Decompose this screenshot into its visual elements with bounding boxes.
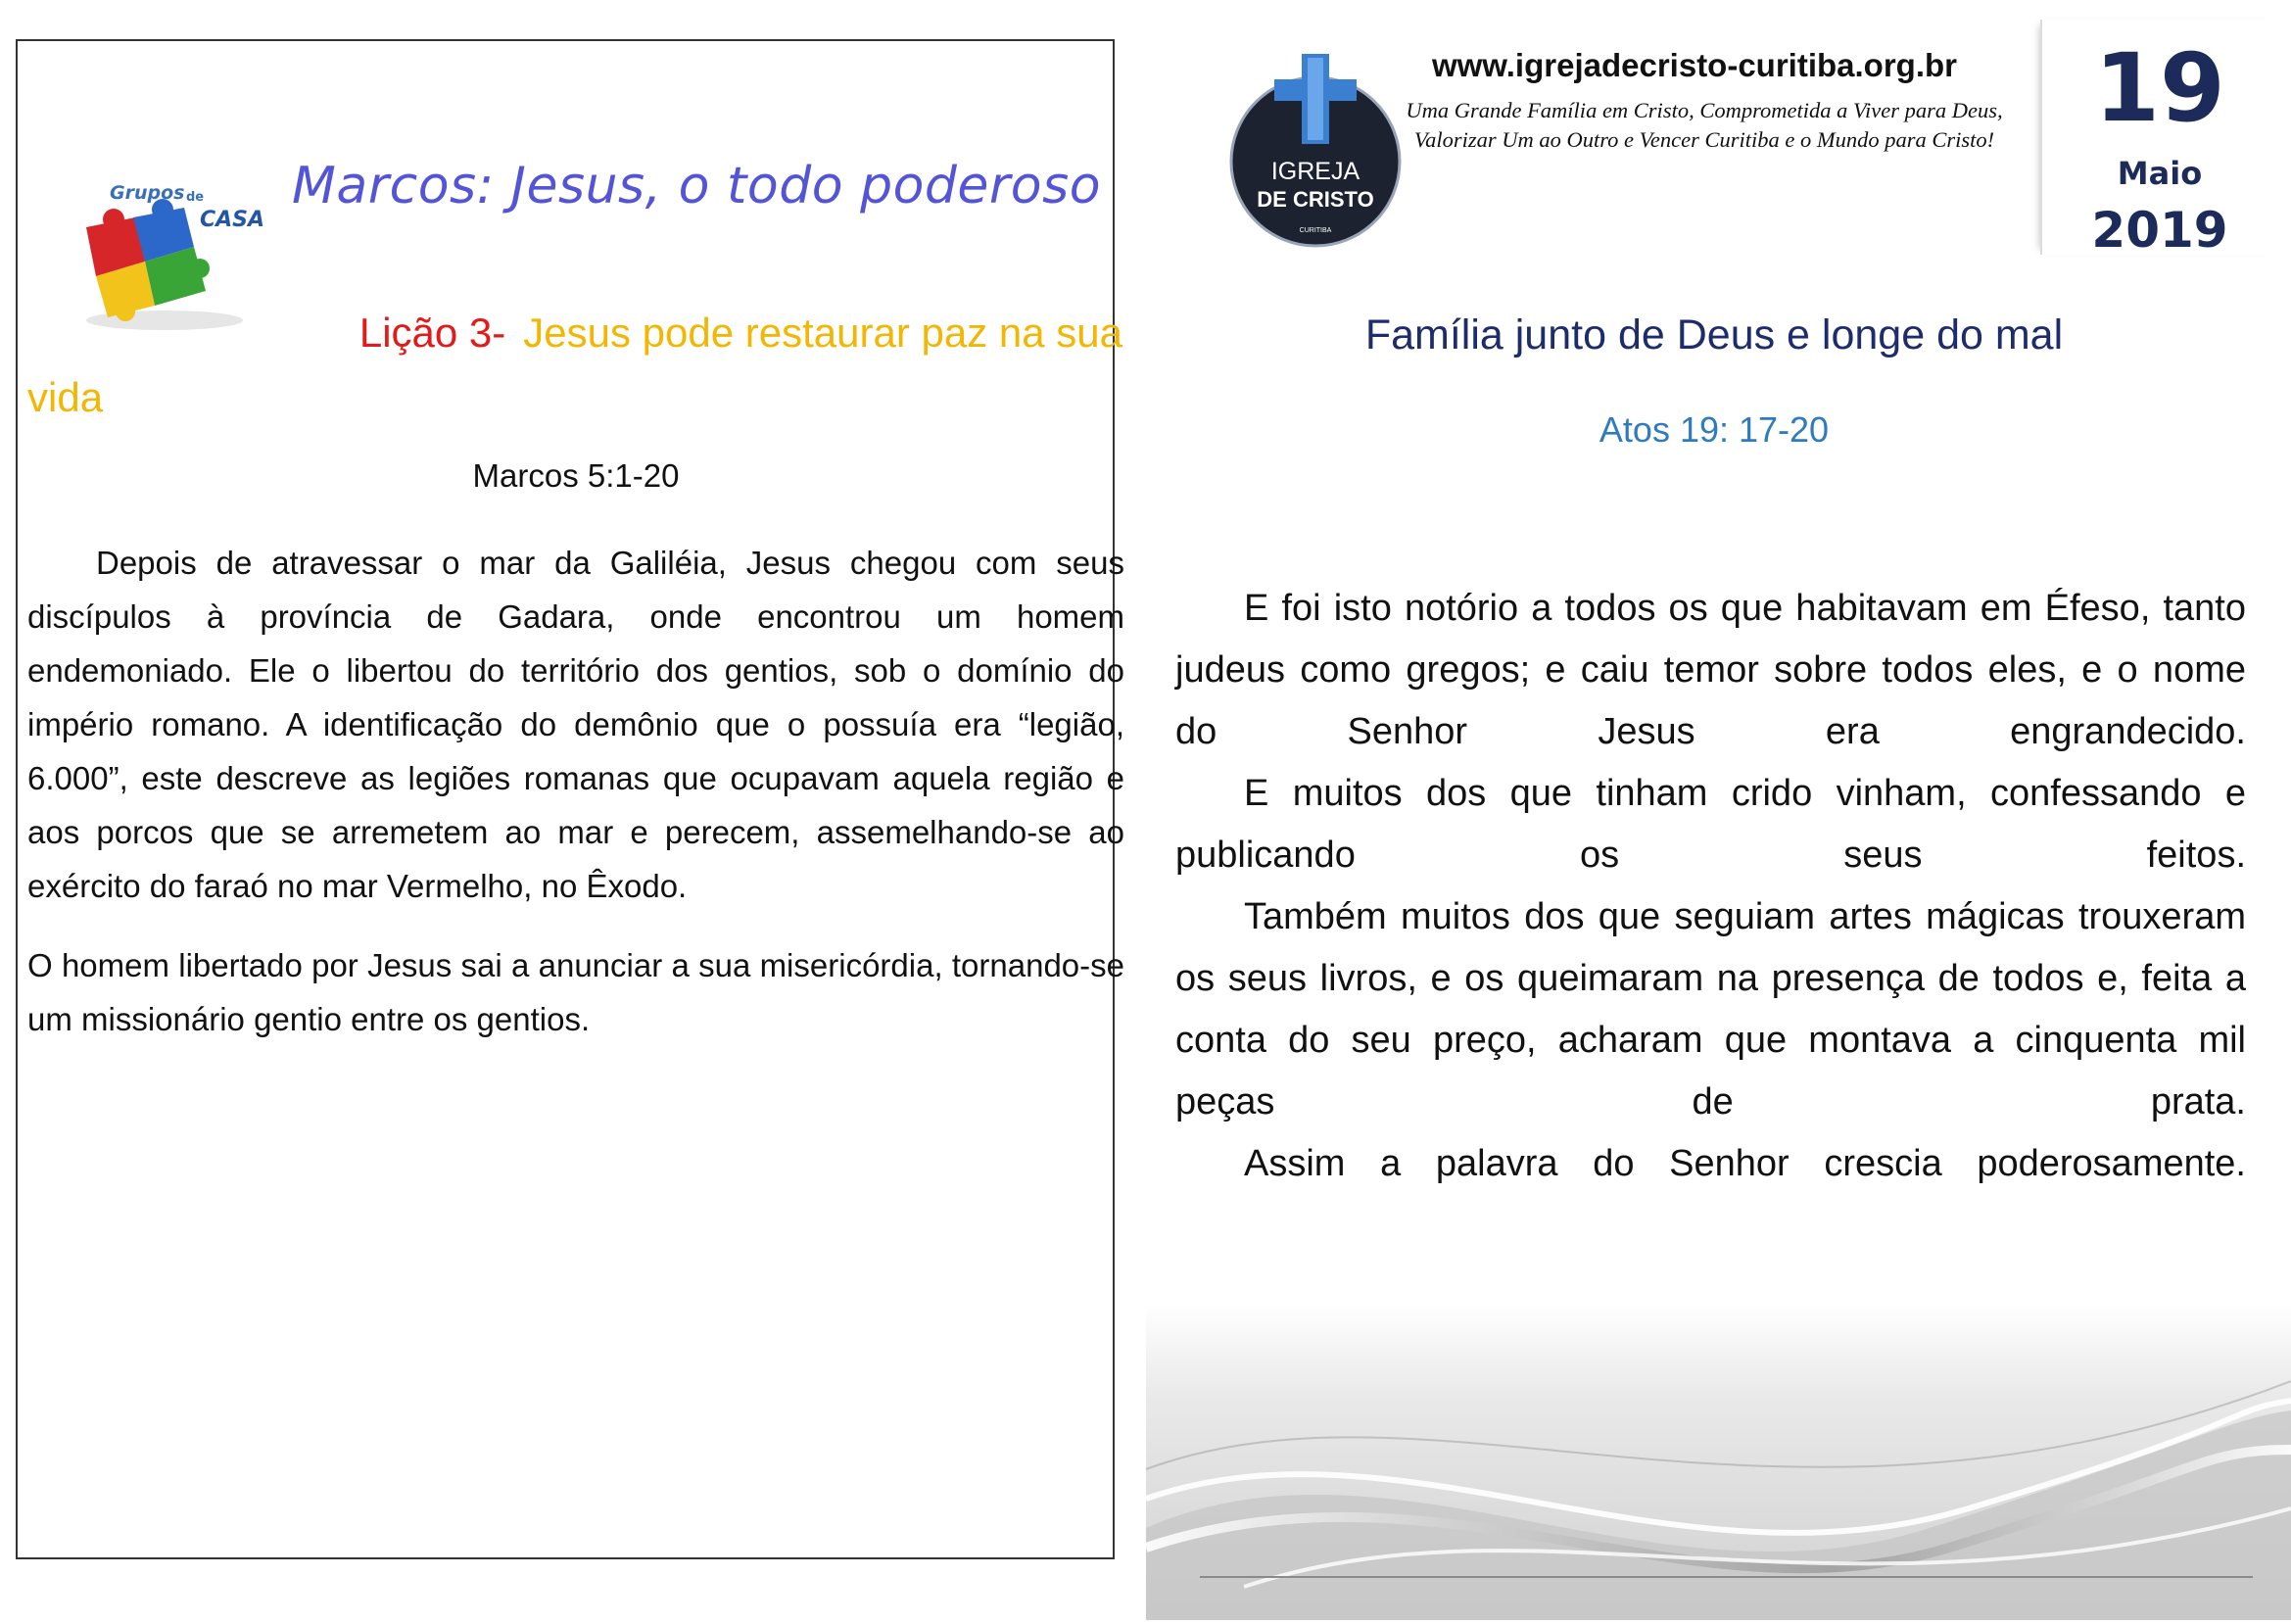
scripture-reference: Marcos 5:1-20 (472, 457, 680, 494)
lesson-panel (16, 39, 1124, 1559)
lesson-topic-continued: vida (27, 374, 104, 420)
tagline-line: Uma Grande Família em Cristo, Comprometida a Viver para Deus, (1406, 98, 2003, 122)
church-logo-line2: DE CRISTO (1257, 187, 1374, 212)
lesson-body (27, 536, 1124, 1072)
church-logo (1217, 54, 1413, 250)
lesson-topic: Jesus pode restaurar paz na sua (523, 310, 1122, 356)
reading-title: Família junto de Deus e longe do mal (1364, 311, 2064, 358)
church-tagline (1391, 96, 2018, 155)
logo-text-grupos: Grupos (110, 182, 185, 204)
verse: Também muitos dos que seguiam artes mágicas trouxeram os seus livros, e os queimaram na presença de todos e, feita a conta do seu preço, acharam que montava a cinquenta mil peças de prata. (1175, 896, 2246, 1122)
swoosh-graphic (1146, 1303, 2291, 1620)
church-website-url[interactable]: www.igrejadecristo-curitiba.org.br (1431, 47, 1958, 83)
date-year: 2019 (2091, 202, 2228, 259)
lesson-paragraph: O homem libertado por Jesus sai a anunciar a sua misericórdia, tornando-se um missionário gentio entre os gentios. (27, 947, 1124, 1037)
reading-reference: Atos 19: 17-20 (1599, 409, 1830, 450)
verse: E muitos dos que tinham crido vinham, confessando e publicando os seus feitos. (1175, 773, 2246, 876)
decorative-swoosh (1146, 1303, 2291, 1620)
lesson-paragraph: Depois de atravessar o mar da Galiléia, Jesus chegou com seus discípulos à província de Gadara, onde encontrou um homem endemoniado. Ele o libertou do território dos gentios, sob o domínio do império romano. A identificação do demônio que o possuía era “legião, 6.000”, este descreve as legiões romanas que ocupavam aquela região e aos porcos que se arremetem ao mar e perecem, assemelhando-se ao exército do faraó no mar Vermelho, no Êxodo. (27, 545, 1124, 904)
logo-text-de: de (186, 190, 205, 205)
date-block (2040, 20, 2277, 259)
church-logo-line3: CURITIBA (1299, 227, 1332, 234)
logo-text-casa: CASA (200, 208, 265, 232)
date-day: 19 (2094, 33, 2225, 143)
cross-icon (1217, 54, 1413, 250)
series-title: Marcos: Jesus, o todo poderoso (292, 157, 1102, 215)
verse: Assim a palavra do Senhor crescia poderosamente. (1244, 1143, 2246, 1184)
reading-body (1175, 578, 2246, 1195)
date-month: Maio (2117, 155, 2203, 192)
church-logo-line1: IGREJA (1270, 158, 1360, 185)
verse: E foi isto notório a todos os que habitavam em Éfeso, tanto judeus como gregos; e caiu temor sobre todos eles, e o nome do Senhor Jesus era engrandecido. (1175, 588, 2246, 752)
tagline-line: Valorizar Um ao Outro e Vencer Curitiba e o Mundo para Cristo! (1413, 127, 1995, 152)
lesson-heading (27, 301, 1124, 430)
lesson-label: Lição 3- (358, 310, 506, 356)
